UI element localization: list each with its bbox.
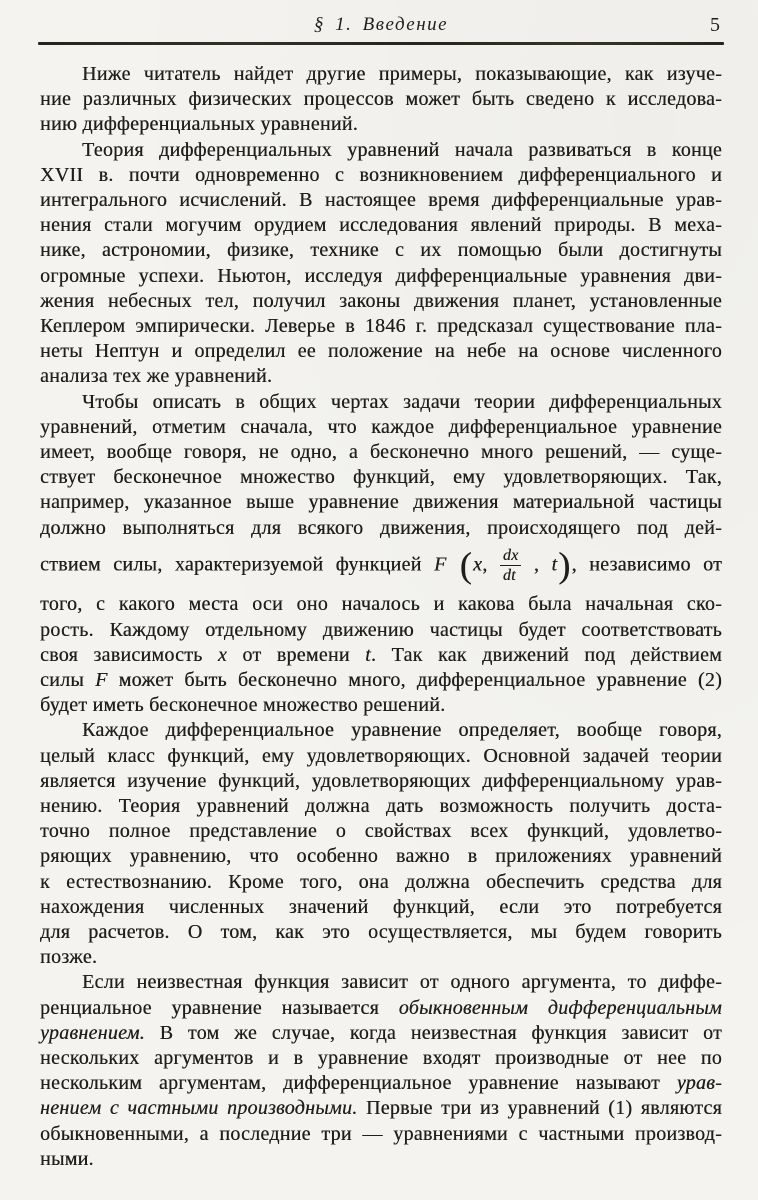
text-line: будет иметь бесконечное множество решений. bbox=[40, 694, 446, 717]
text-line: силы F может быть бесконечно много, дифференциальное уравнение (2) bbox=[40, 669, 723, 691]
text-line: неты Нептун и определил ее положение на небе на основе численного bbox=[40, 340, 722, 363]
paragraph bbox=[40, 62, 722, 138]
text-line: обыкновенными, а последние три — уравнениями с частными производ- bbox=[40, 1122, 722, 1145]
text-line: нения стали могучим орудием исследования явлений природы. В меха- bbox=[40, 214, 722, 237]
text-line: ренциальное уравнение называется обыкновенным дифференциальным bbox=[40, 996, 723, 1019]
text-line: Ниже читатель найдет другие примеры, показывающие, как изуче- bbox=[82, 63, 722, 85]
italic-text: нением с частными производными. bbox=[40, 1097, 358, 1120]
text-line: Кеплером эмпирически. Леверье в 1846 г. предсказал существование пла- bbox=[40, 315, 722, 338]
italic-text: t bbox=[551, 553, 558, 576]
big-parenthesis: ( bbox=[459, 545, 473, 586]
italic-text: t bbox=[365, 643, 371, 666]
section-title: § 1. Введение bbox=[313, 14, 449, 35]
text-line: к естествознанию. Кроме того, она должна обеспечить средства для bbox=[40, 870, 722, 893]
text-line: нике, астрономии, физике, технике с их помощью были достигнуты bbox=[40, 239, 722, 262]
text-line: анализа тех же уравнений. bbox=[40, 365, 273, 388]
fraction-dx-dt: $\frac{dx}{dt}$ bbox=[500, 547, 522, 585]
italic-text: x bbox=[473, 553, 483, 576]
italic-text: урав- bbox=[676, 1072, 722, 1095]
text-line: XVII в. почти одновременно с возникновением дифференциального и bbox=[40, 163, 722, 186]
text-line: рость. Каждому отдельному движению частицы будет соответствовать bbox=[40, 618, 722, 641]
paragraph bbox=[40, 970, 722, 1172]
text-line: Чтобы описать в общих чертах задачи теории дифференциальных bbox=[82, 390, 722, 413]
italic-text: F bbox=[433, 553, 447, 576]
text-line: огромные успехи. Ньютон, исследуя дифференциальные уравнения дви- bbox=[40, 264, 722, 287]
paragraph bbox=[40, 390, 722, 719]
text-line: ряющих уравнению, что особенно важно в приложениях уравнений bbox=[40, 845, 722, 868]
page-body bbox=[40, 62, 722, 1172]
paragraph bbox=[40, 718, 722, 970]
text-line: должно выполняться для всякого движения, происходящего под дей- bbox=[40, 516, 722, 539]
italic-text: F bbox=[95, 669, 108, 691]
text-line: ными. bbox=[40, 1147, 94, 1170]
text-line: нению. Теория уравнений должна дать возможность получить доста- bbox=[40, 795, 722, 818]
text-line: Теория дифференциальных уравнений начала развиваться в конце bbox=[82, 138, 722, 161]
text-line: уравнением. В том же случае, когда неизвестная функция зависит от bbox=[40, 1021, 722, 1044]
paragraph bbox=[40, 138, 722, 390]
text-line: имеет, вообще говоря, не одно, а бесконечно много решений, — суще- bbox=[40, 441, 722, 464]
italic-text: уравнением. bbox=[40, 1021, 145, 1044]
text-line: целый класс функций, ему удовлетворяющих. Основной задачей теории bbox=[40, 744, 722, 767]
big-parenthesis: ) bbox=[558, 545, 571, 586]
italic-text: x bbox=[217, 643, 228, 666]
text-line: ствует бесконечное множество функций, ему удовлетворяющих. Так, bbox=[40, 466, 722, 489]
page-number: 5 bbox=[710, 14, 720, 36]
running-head bbox=[40, 14, 722, 40]
text-line: ствием силы, характеризуемой функцией F (x, $\frac{dx}{dt}$ , t), независимо от bbox=[40, 545, 723, 586]
text-line: является изучение функций, удовлетворяющих дифференциальному урав- bbox=[40, 769, 722, 792]
text-line: нахождения численных значений функций, если это потребуется bbox=[40, 895, 722, 918]
text-line: Если неизвестная функция зависит от одного аргумента, то диффе- bbox=[82, 971, 722, 994]
text-line: интегрального исчислений. В настоящее время дифференциальные урав- bbox=[40, 189, 722, 212]
text-line: уравнений, отметим сначала, что каждое дифференциальное уравнение bbox=[40, 415, 722, 438]
text-line: нию дифференциальных уравнений. bbox=[40, 113, 358, 136]
text-line: для расчетов. О том, как это осуществляется, мы будем говорить bbox=[40, 921, 722, 944]
text-line: своя зависимость x от времени t. Так как движений под действием bbox=[40, 643, 722, 666]
text-line: нескольких аргументов и в уравнение входят производные от нее по bbox=[40, 1047, 722, 1070]
text-line: позже. bbox=[40, 946, 98, 969]
text-line: жения небесных тел, получил законы движения планет, установленные bbox=[40, 289, 722, 312]
text-line: нескольким аргументам, дифференциальное уравнение называют урав- bbox=[40, 1072, 722, 1095]
text-line: того, с какого места оси оно началось и какова была начальная ско- bbox=[40, 593, 722, 616]
text-line: например, указанное выше уравнение движения материальной частицы bbox=[40, 491, 722, 514]
text-line: нением с частными производными. Первые три из уравнений (1) являются bbox=[40, 1097, 723, 1120]
italic-text: обыкновенным дифференциальным bbox=[398, 996, 723, 1019]
text-line: Каждое дифференциальное уравнение определяет, вообще говоря, bbox=[82, 719, 722, 742]
text-line: точно полное представление о свойствах всех функций, удовлетво- bbox=[40, 820, 722, 843]
header-rule bbox=[38, 42, 724, 45]
text-line: ние различных физических процессов может быть сведено к исследова- bbox=[40, 88, 722, 111]
